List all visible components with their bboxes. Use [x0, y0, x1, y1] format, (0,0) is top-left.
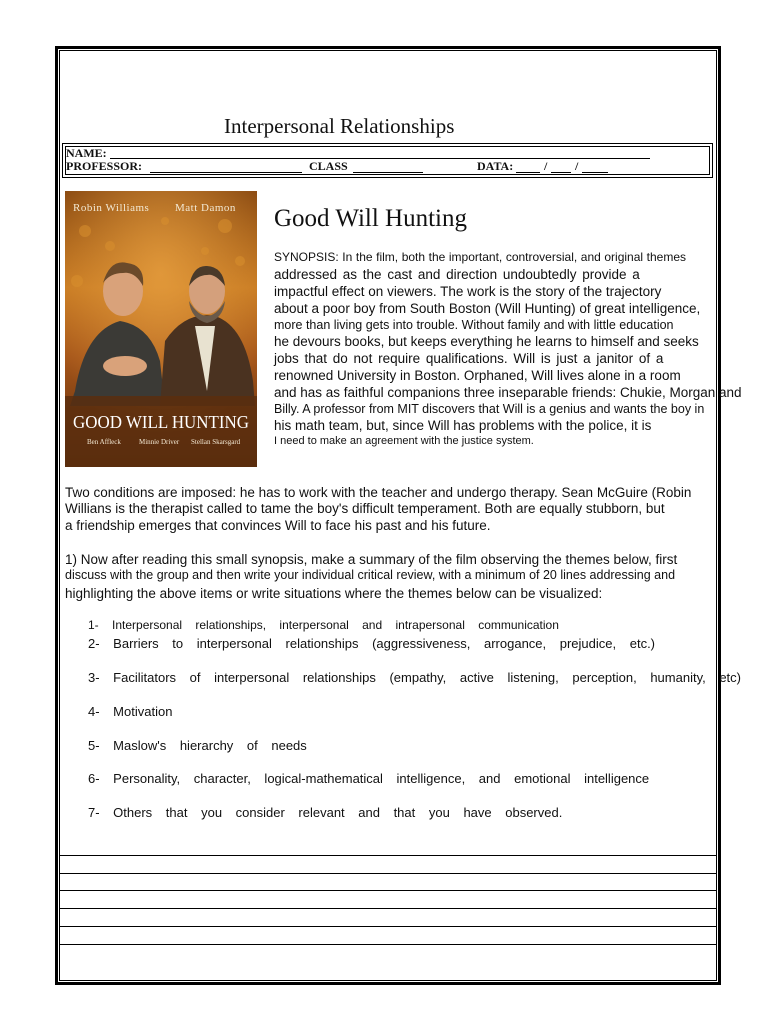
- writing-line[interactable]: [59, 908, 717, 909]
- date-year-field[interactable]: [582, 172, 608, 173]
- synopsis-line: SYNOPSIS: In the film, both the important, controversial, and original themes: [274, 250, 686, 264]
- instruction-line: highlighting the above items or write situations where the themes below can be visualized:: [65, 586, 603, 601]
- movie-poster: [65, 191, 257, 467]
- theme-item: 6- Personality, character, logical-mathematical intelligence, and emotional intelligence: [88, 771, 650, 786]
- poster-credit: Stellan Skarsgard: [191, 438, 241, 446]
- name-field[interactable]: [110, 158, 650, 159]
- date-label: DATA:: [477, 159, 514, 173]
- professor-label: PROFESSOR:: [66, 159, 143, 173]
- theme-item: 3- Facilitators of interpersonal relationships (empathy, active listening, perception, humanity, etc): [88, 670, 742, 685]
- synopsis-line: renowned University in Boston. Orphaned, Will lives alone in a room: [274, 368, 681, 383]
- poster-credit: Minnie Driver: [139, 438, 180, 446]
- poster-title: GOOD WILL HUNTING: [73, 412, 249, 432]
- synopsis-continuation-line: Two conditions are imposed: he has to work with the teacher and undergo therapy. Sean McGuire (Robin: [65, 485, 692, 500]
- poster-credit: Ben Affleck: [87, 438, 121, 446]
- date-day-field[interactable]: [516, 172, 540, 173]
- instruction-line: 1) Now after reading this small synopsis, make a summary of the film observing the themes below, first: [65, 552, 678, 567]
- synopsis-continuation-line: a friendship emerges that convinces Will to face his past and his future.: [65, 518, 491, 533]
- name-label: NAME:: [66, 146, 107, 160]
- date-separator: /: [544, 159, 548, 173]
- synopsis-continuation-line: Willians is the therapist called to tame the boy's difficult temperament. Both are equally stubborn, but: [65, 501, 665, 516]
- poster-actor-right: Matt Damon: [175, 202, 236, 214]
- date-month-field[interactable]: [551, 172, 571, 173]
- synopsis-line: he devours books, but keeps everything he learns to himself and seeks: [274, 334, 699, 349]
- theme-item: 4- Motivation: [88, 704, 173, 719]
- synopsis-line: about a poor boy from South Boston (Will Hunting) of great intelligence,: [274, 301, 701, 316]
- theme-item: 1- Interpersonal relationships, interpersonal and intrapersonal communication: [88, 618, 559, 632]
- theme-item: 5- Maslow's hierarchy of needs: [88, 738, 307, 753]
- writing-line[interactable]: [59, 855, 717, 856]
- student-info-box-inner: [65, 146, 710, 175]
- writing-line[interactable]: [59, 890, 717, 891]
- writing-line[interactable]: [59, 873, 717, 874]
- writing-line[interactable]: [59, 926, 717, 927]
- instruction-line: discuss with the group and then write your individual critical review, with a minimum of 20 lines addressing and: [65, 568, 676, 582]
- worksheet-title: Interpersonal Relationships: [224, 114, 455, 138]
- date-separator: /: [575, 159, 579, 173]
- theme-item: 7- Others that you consider relevant and that you have observed.: [88, 805, 563, 820]
- synopsis-line: impactful effect on viewers. The work is the story of the trajectory: [274, 284, 662, 299]
- synopsis-line: and has as faithful companions three inseparable friends: Chukie, Morgan and: [274, 385, 742, 400]
- synopsis-line: jobs that do not require qualifications. Will is just a janitor of a: [274, 351, 664, 366]
- synopsis-line: I need to make an agreement with the justice system.: [274, 435, 534, 447]
- writing-line[interactable]: [59, 944, 717, 945]
- professor-field[interactable]: [150, 172, 302, 173]
- synopsis-line: more than living gets into trouble. Without family and with little education: [274, 318, 674, 332]
- synopsis-line: Billy. A professor from MIT discovers that Will is a genius and wants the boy in: [274, 402, 705, 416]
- class-field[interactable]: [353, 172, 423, 173]
- synopsis-line: addressed as the cast and direction undoubtedly provide a: [274, 267, 640, 282]
- poster-actor-left: Robin Williams: [73, 202, 150, 214]
- synopsis-line: his math team, but, since Will has problems with the police, it is: [274, 418, 652, 433]
- movie-title: Good Will Hunting: [274, 205, 467, 232]
- class-label: CLASS: [309, 159, 348, 173]
- theme-item: 2- Barriers to interpersonal relationships (aggressiveness, arrogance, prejudice, etc.): [88, 636, 656, 651]
